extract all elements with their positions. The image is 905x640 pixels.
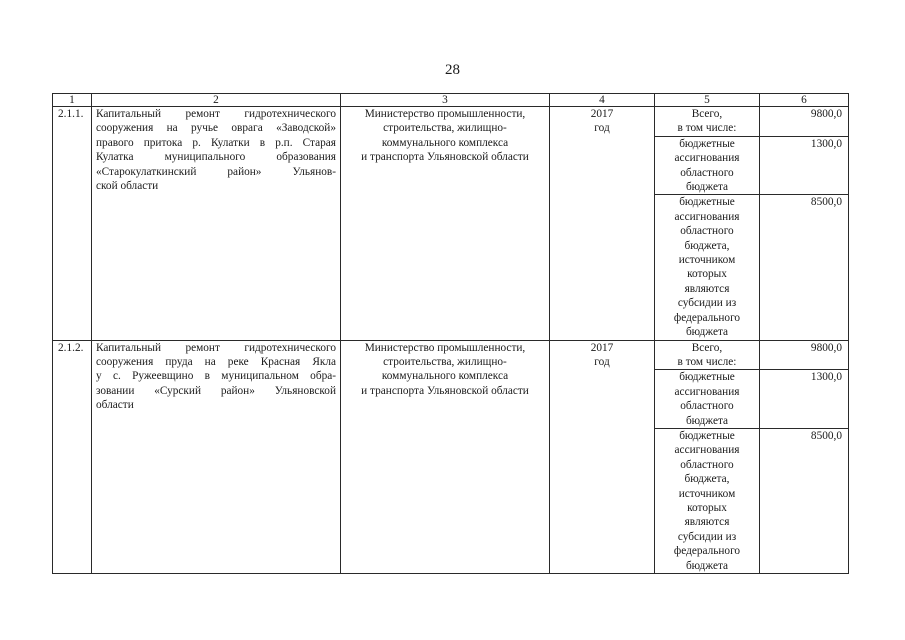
responsible-line: и транспорта Ульяновской области [361,384,529,397]
funding-source [655,340,760,370]
funding-source-line: областного [680,225,734,238]
header-cell-4: 4 [550,94,655,107]
funding-source-line: бюджетные [679,196,735,209]
funding-source-line: источником [678,487,736,500]
funding-source-line: бюджета [685,414,729,427]
item-name-line: у с. Ружеевщино в муниципальном обра- [96,370,336,383]
item-name-line: «Старокулаткинский район» Ульянов- [96,165,336,178]
funding-source [655,107,760,137]
responsible-line: строительства, жилищно- [383,355,507,368]
funding-source-line: являются [684,282,730,295]
funding-source-line: бюджета [685,181,729,194]
funding-source-line: федерального [673,311,741,324]
funding-amount: 8500,0 [760,195,849,340]
table-row [53,340,849,370]
item-name-line: сооружения на ручье оврага «Заводской» [96,122,336,135]
item-number: 2.1.1. [53,107,92,341]
funding-source-line: являются [684,516,730,529]
funding-source-line: бюджета [685,559,729,572]
funding-source-line: бюджета [685,326,729,339]
funding-source-line: которых [687,501,727,514]
funding-source-line: областного [680,458,734,471]
funding-source-line: областного [680,166,734,179]
funding-source-line: Всего, [691,341,723,354]
funding-source-line: Всего, [691,108,723,120]
item-name-line: области [96,399,134,412]
funding-source-line: субсидии из [677,297,737,310]
funding-amount: 1300,0 [760,136,849,195]
item-name [92,340,341,574]
item-name-line: правого притока р. Кулатки в р.п. Старая [96,136,336,149]
item-name-line: Капитальный ремонт гидротехнического [96,108,336,120]
header-row [53,94,849,107]
funding-source-line: в том числе: [677,122,737,135]
funding-amount: 9800,0 [760,340,849,370]
header-cell-5: 5 [655,94,760,107]
responsible-line: коммунального комплекса [381,370,509,383]
item-name-line: сооружения пруда на реке Красная Якла [96,355,336,368]
funding-source [655,136,760,195]
item-name-line: зовании «Сурский район» Ульяновской [96,384,336,397]
year-line: 2017 [590,108,614,120]
funding-source-line: бюджетные [679,371,735,384]
table-row [53,107,849,137]
funding-source-line: источником [678,254,736,267]
item-name-line: Кулатка муниципального образования [96,151,336,164]
responsible-line: строительства, жилищно- [383,122,507,135]
responsible-executor [341,107,550,341]
funding-source-line: ассигнования [674,444,740,457]
item-number: 2.1.2. [53,340,92,574]
funding-source-line: федерального [673,545,741,558]
implementation-year [550,340,655,574]
funding-source-line: областного [680,400,734,413]
funding-source [655,195,760,340]
funding-source [655,370,760,429]
item-name-line: Капитальный ремонт гидротехнического [96,341,336,354]
funding-source-line: в том числе: [677,355,737,368]
responsible-line: Министерство промышленности, [364,341,526,354]
funding-amount: 9800,0 [760,107,849,137]
responsible-executor [341,340,550,574]
header-cell-6: 6 [760,94,849,107]
header-cell-1: 1 [53,94,92,107]
funding-source [655,428,760,573]
funding-source-line: бюджетные [679,429,735,442]
responsible-line: и транспорта Ульяновской области [361,151,529,164]
funding-source-line: которых [687,268,727,281]
item-name-line: ской области [96,180,159,193]
funding-source-line: ассигнования [674,152,740,165]
implementation-year [550,107,655,341]
funding-source-line: бюджета, [684,473,730,486]
header-cell-3: 3 [341,94,550,107]
funding-amount: 8500,0 [760,428,849,573]
funding-amount: 1300,0 [760,370,849,429]
responsible-line: коммунального комплекса [381,136,509,149]
program-table [52,93,849,574]
year-line: год [594,355,610,368]
item-name [92,107,341,341]
responsible-line: Министерство промышленности, [364,108,526,120]
funding-source-line: субсидии из [677,530,737,543]
funding-source-line: ассигнования [674,385,740,398]
header-cell-2: 2 [92,94,341,107]
page-number: 28 [445,62,460,78]
funding-source-line: бюджета, [684,239,730,252]
year-line: 2017 [590,341,614,354]
funding-source-line: ассигнования [674,210,740,223]
year-line: год [594,122,610,135]
funding-source-line: бюджетные [679,137,735,150]
